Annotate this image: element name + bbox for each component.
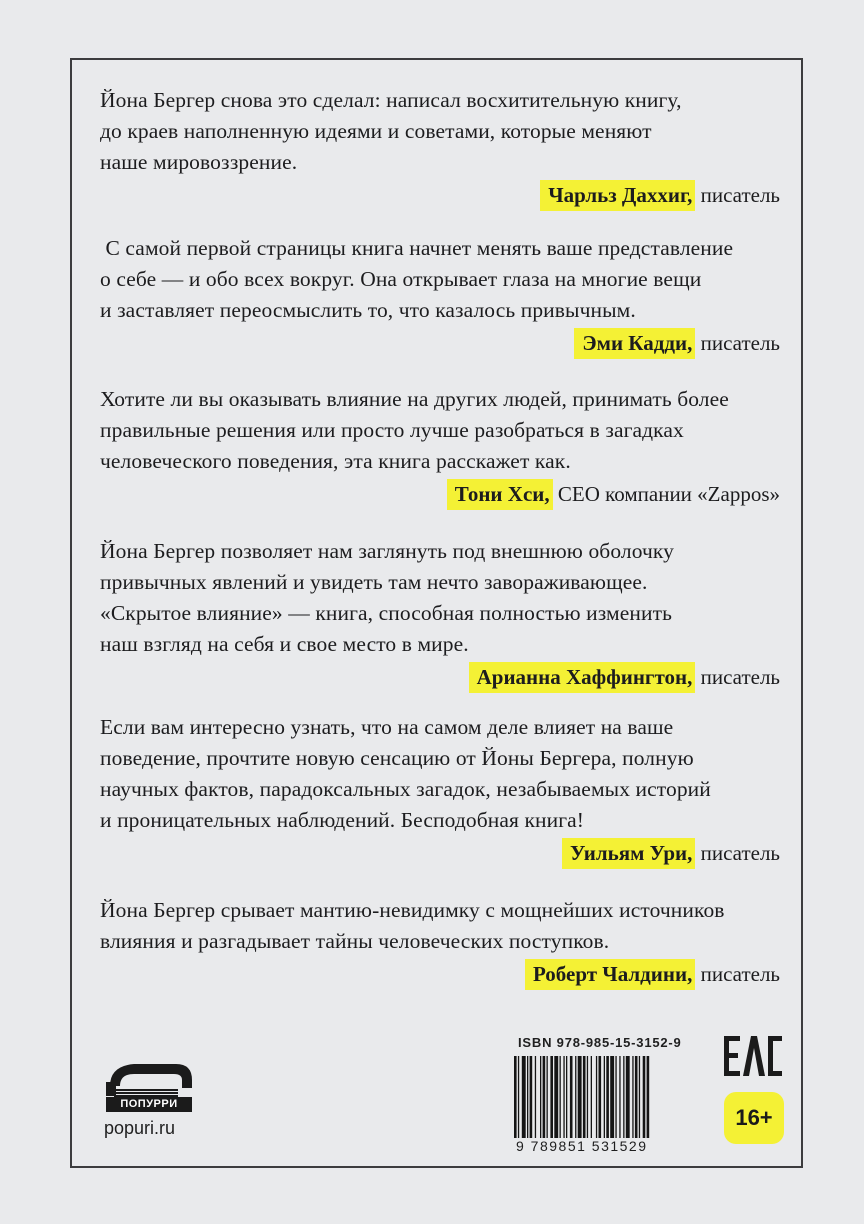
quote-line: и проницательных наблюдений. Бесподобная книга! (100, 808, 585, 832)
barcode (512, 1056, 702, 1138)
author-name: Чарльз Даххиг, (540, 180, 695, 211)
barcode-bar (610, 1056, 614, 1138)
barcode-bar (540, 1056, 541, 1138)
barcode-bar (632, 1056, 633, 1138)
quote-attribution (100, 328, 790, 359)
review-quote-5 (100, 712, 790, 869)
quote-line: привычных явлений и увидеть там нечто завораживающее. (100, 570, 648, 594)
author-name: Роберт Чалдини, (525, 959, 695, 990)
author-role: писатель (700, 665, 780, 689)
barcode-bar (560, 1056, 561, 1138)
quote-line: о себе — и обо всех вокруг. Она открывает глаза на многие вещи (100, 267, 702, 291)
quote-line: наше мировоззрение. (100, 150, 298, 174)
review-quote-4 (100, 536, 790, 693)
barcode-bar (604, 1056, 605, 1138)
barcode-bar (587, 1056, 588, 1138)
barcode-bar (626, 1056, 630, 1138)
barcode-bar (578, 1056, 582, 1138)
author-role: писатель (700, 183, 780, 207)
review-quote-1 (100, 85, 790, 211)
barcode-bar (563, 1056, 564, 1138)
quote-line: Хотите ли вы оказывать влияние на других людей, принимать более (100, 387, 729, 411)
barcode-bar (575, 1056, 576, 1138)
quote-attribution (100, 662, 790, 693)
barcode-bar (527, 1056, 528, 1138)
quote-line: Йона Бергер срывает мантию-невидимку с мощнейших источников (100, 898, 725, 922)
barcode-bar (615, 1056, 616, 1138)
barcode-bar (554, 1056, 558, 1138)
quote-attribution (100, 838, 790, 869)
barcode-bar (547, 1056, 548, 1138)
quote-attribution (100, 479, 790, 510)
barcode-bar (623, 1056, 624, 1138)
age-rating-badge: 16+ (724, 1092, 784, 1144)
quote-line: влияния и разгадывает тайны человеческих поступков. (100, 929, 610, 953)
barcode-bar (535, 1056, 536, 1138)
quote-line: научных фактов, парадоксальных загадок, незабываемых историй (100, 777, 711, 801)
barcode-bar (518, 1056, 519, 1138)
barcode-bar (643, 1056, 646, 1138)
quote-attribution (100, 180, 790, 211)
barcode-bar (591, 1056, 592, 1138)
quote-line: и заставляет переосмыслить то, что казалось привычным. (100, 298, 636, 322)
barcode-bar (514, 1056, 517, 1138)
quote-line: С самой первой страницы книга начнет менять ваше представление (100, 236, 734, 260)
quote-line: поведение, прочтите новую сенсацию от Йоны Бергера, полную (100, 746, 694, 770)
barcode-bar (606, 1056, 609, 1138)
author-role: писатель (700, 841, 780, 865)
quote-line: Если вам интересно узнать, что на самом деле влияет на ваше (100, 715, 674, 739)
quote-line: до краев наполненную идеями и советами, которые меняют (100, 119, 652, 143)
review-quote-2 (100, 233, 790, 359)
quote-line: человеческого поведения, эта книга расскажет как. (100, 449, 571, 473)
quote-line: «Скрытое влияние» — книга, способная полностью изменить (100, 601, 672, 625)
quote-line: Йона Бергер снова это сделал: написал восхитительную книгу, (100, 88, 682, 112)
barcode-bar (596, 1056, 597, 1138)
isbn-label: ISBN 978-985-15-3152-9 (518, 1035, 682, 1050)
review-quote-6 (100, 895, 790, 990)
barcode-bar (522, 1056, 526, 1138)
author-name: Эми Кадди, (574, 328, 695, 359)
barcode-bar (639, 1056, 640, 1138)
quote-line: Йона Бергер позволяет нам заглянуть под внешнюю оболочку (100, 539, 675, 563)
publisher-website: popuri.ru (104, 1118, 176, 1138)
barcode-bar (570, 1056, 573, 1138)
quote-line: правильные решения или просто лучше разобраться в загадках (100, 418, 684, 442)
barcode-bar (543, 1056, 546, 1138)
quote-line: наш взгляд на себя и свое место в мире. (100, 632, 469, 656)
barcode-bar (647, 1056, 650, 1138)
eac-certification-icon (722, 1032, 784, 1080)
author-name: Тони Хси, (447, 479, 553, 510)
publisher-logo-label: ПОПУРРИ (106, 1097, 192, 1112)
author-role: писатель (700, 331, 780, 355)
author-name: Уильям Ури, (562, 838, 695, 869)
barcode-bar (583, 1056, 586, 1138)
barcode-bar (635, 1056, 638, 1138)
author-role: писатель (700, 962, 780, 986)
barcode-bar (550, 1056, 553, 1138)
author-name: Арианна Хаффингтон, (469, 662, 696, 693)
review-quote-3 (100, 384, 790, 510)
barcode-bar (566, 1056, 567, 1138)
barcode-bar (619, 1056, 620, 1138)
barcode-bar (530, 1056, 533, 1138)
quote-attribution (100, 959, 790, 990)
author-role: CEO компании «Zappos» (557, 482, 780, 506)
barcode-bar (599, 1056, 602, 1138)
barcode-digits: 9 789851 531529 (516, 1138, 648, 1154)
